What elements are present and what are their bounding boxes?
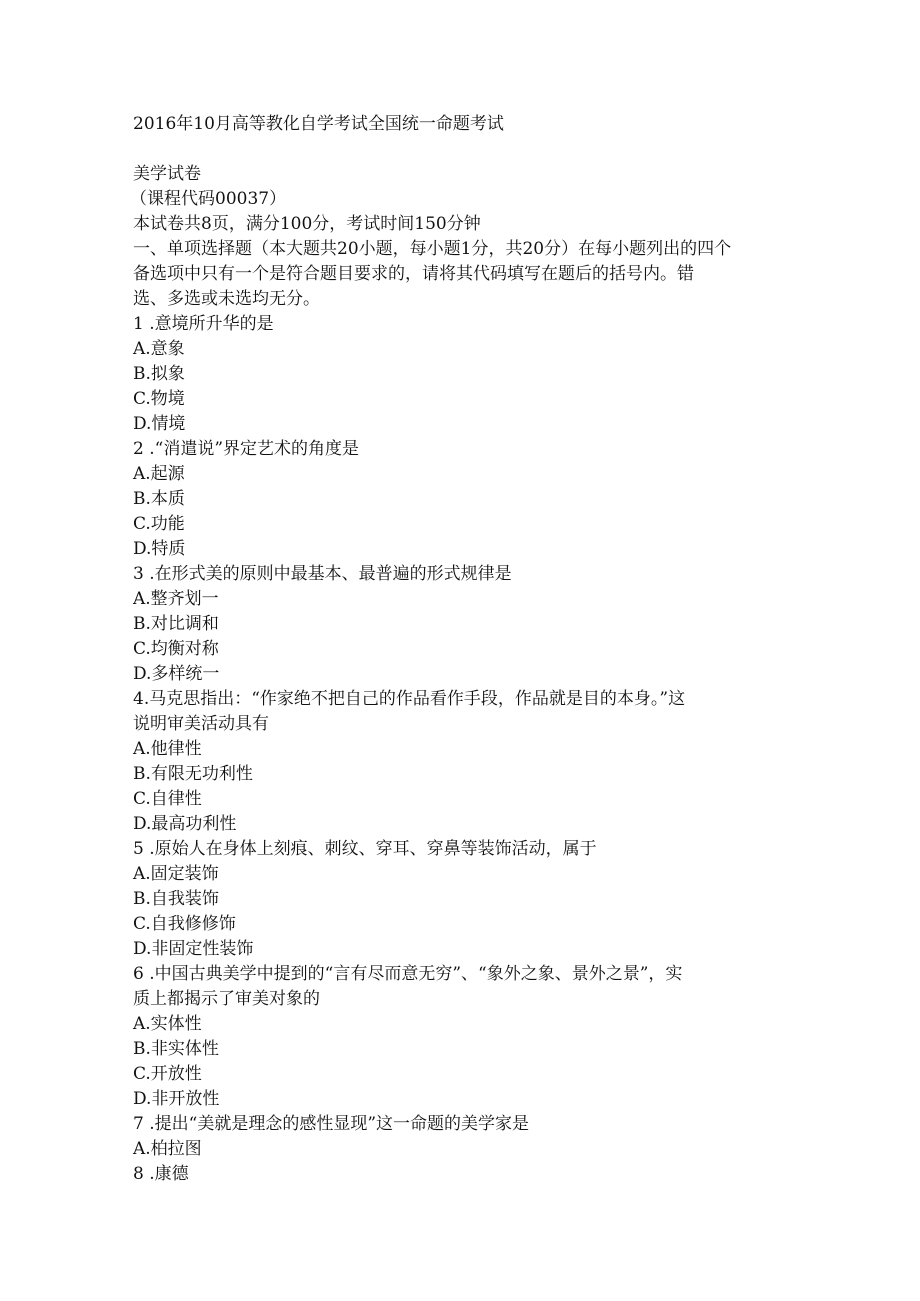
answer-option: C.开放性 [133,1064,202,1084]
answer-option: C.功能 [133,514,185,534]
question-text: 3 .在形式美的原则中最基本、最普遍的形式规律是 [133,564,512,584]
answer-option: C.自律性 [133,789,202,809]
answer-option: A.实体性 [133,1014,202,1034]
answer-option: B.自我装饰 [133,889,219,909]
answer-option: B.非实体性 [133,1039,219,1059]
course-code: （课程代码00037） [130,189,287,209]
answer-option: A.他律性 [133,739,202,759]
answer-option: B.对比调和 [133,614,219,634]
answer-option: B.拟象 [133,364,185,384]
answer-option: D.最高功利性 [133,814,237,834]
question-text: 质上都揭示了审美对象的 [133,989,320,1009]
answer-option: A.固定装饰 [133,864,219,884]
answer-option: D.情境 [133,414,186,434]
answer-option: C.物境 [133,389,185,409]
question-text: 1 .意境所升华的是 [133,314,274,334]
answer-option: A.柏拉图 [133,1139,202,1159]
section-intro-line: 选、多选或未选均无分。 [133,289,320,309]
answer-option: C.自我修修饰 [133,914,236,934]
question-text: 说明审美活动具有 [133,714,269,734]
question-text: 4.马克思指出：“作家绝不把自己的作品看作手段，作品就是目的本身。”这 [133,689,686,709]
answer-option: A.意象 [133,339,185,359]
answer-option: D.非开放性 [133,1089,220,1109]
answer-option: A.整齐划一 [133,589,219,609]
question-text: 5 .原始人在身体上刻痕、刺纹、穿耳、穿鼻等装饰活动，属于 [133,839,597,859]
exam-info: 本试卷共8页，满分100分，考试时间150分钟 [133,214,481,234]
answer-option: D.特质 [133,539,186,559]
paper-subject: 美学试卷 [133,164,201,184]
answer-option: B.有限无功利性 [133,764,253,784]
question-text: 6 .中国古典美学中提到的“言有尽而意无穷”、“象外之象、景外之景”，实 [133,964,683,984]
answer-option: D.非固定性装饰 [133,939,254,959]
question-text: 8 .康德 [133,1164,189,1184]
answer-option: C.均衡对称 [133,639,219,659]
question-text: 7 .提出“美就是理念的感性显现”这一命题的美学家是 [133,1114,530,1134]
answer-option: B.本质 [133,489,185,509]
section-intro-line: 备选项中只有一个是符合题目要求的，请将其代码填写在题后的括号内。错 [133,264,694,284]
question-text: 2 .“消遣说”界定艺术的角度是 [133,439,360,459]
answer-option: A.起源 [133,464,185,484]
answer-option: D.多样统一 [133,664,220,684]
section-intro-line: 一、单项选择题（本大题共20小题，每小题1分，共20分）在每小题列出的四个 [133,239,732,259]
exam-title: 2016年10月高等教化自学考试全国统一命题考试 [133,114,504,134]
